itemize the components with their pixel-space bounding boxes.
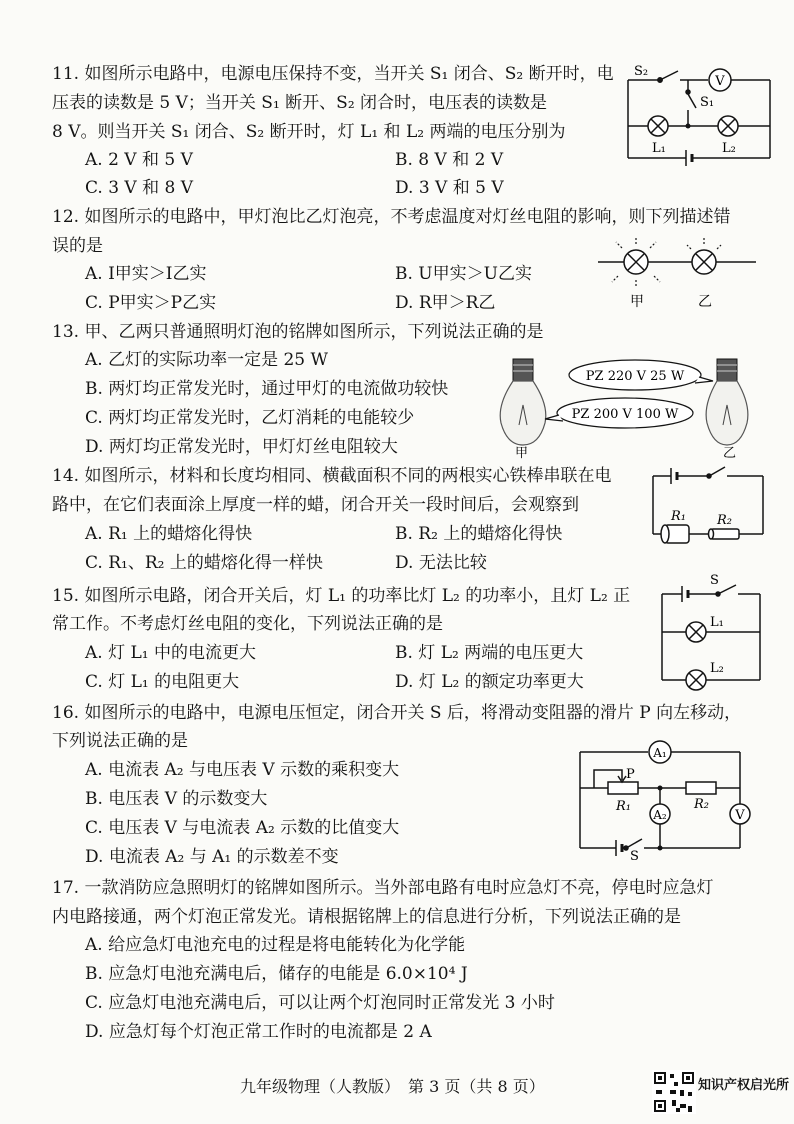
q11-option-c: C. 3 V 和 8 V — [85, 178, 194, 198]
q11-label-l2: L₂ — [722, 141, 736, 156]
q13-option-c: C. 两灯均正常发光时，乙灯消耗的电能较少 — [85, 408, 415, 428]
q13-option-a: A. 乙灯的实际功率一定是 25 W — [85, 350, 328, 370]
q11-label-l1: L₁ — [652, 141, 666, 156]
q14-option-a: A. R₁ 上的蜡熔化得快 — [85, 524, 253, 544]
q14-line-1: 14. 如图所示，材料和长度均相同、横截面积不同的两根实心铁棒串联在电 — [52, 466, 612, 486]
q16-label-r2: R₂ — [694, 797, 709, 812]
q15-line-2: 常工作。不考虑灯丝电阻的变化，下列说法正确的是 — [52, 614, 443, 634]
q17-option-c: C. 应急灯电池充满电后，可以让两个灯泡同时正常发光 3 小时 — [85, 993, 555, 1013]
q12-option-d: D. R甲＞R乙 — [395, 293, 496, 313]
q14-label-r2: R₂ — [717, 513, 732, 528]
page-footer: 九年级物理（人教版） 第 3 页（共 8 页） — [240, 1077, 545, 1096]
q16-option-a: A. 电流表 A₂ 与电压表 V 示数的乘积变大 — [85, 760, 400, 780]
qr-code-icon — [652, 1070, 696, 1114]
q11-label-v: V — [715, 74, 725, 89]
q14-option-d: D. 无法比较 — [395, 553, 487, 573]
q14-circuit-figure — [645, 462, 773, 552]
q13-plate-jia: PZ 200 V 100 W — [571, 407, 679, 422]
q15-circuit-figure — [654, 572, 772, 694]
q13-option-d: D. 两灯均正常发光时，甲灯灯丝电阻较大 — [85, 437, 398, 457]
q11-line-3: 8 V。则当开关 S₁ 闭合、S₂ 断开时，灯 L₁ 和 L₂ 两端的电压分别为 — [52, 122, 566, 142]
watermark-stamp — [650, 1066, 794, 1124]
q17-line-2: 内电路接通，两个灯泡正常发光。请根据铭牌上的信息进行分析，下列说法正确的是 — [52, 907, 681, 927]
q16-label-v: V — [735, 808, 745, 823]
q16-option-c: C. 电压表 V 与电流表 A₂ 示数的比值变大 — [85, 818, 400, 838]
q13-plate-yi: PZ 220 V 25 W — [585, 369, 685, 384]
q13-line-1: 13. 甲、乙两只普通照明灯泡的铭牌如图所示，下列说法正确的是 — [52, 322, 544, 342]
q11-option-b: B. 8 V 和 2 V — [395, 150, 504, 170]
q15-option-c: C. 灯 L₁ 的电阻更大 — [85, 672, 240, 692]
q14-line-2: 路中，在它们表面涂上厚度一样的蜡，闭合开关一段时间后，会观察到 — [52, 495, 579, 515]
q12-label-yi: 乙 — [698, 294, 712, 310]
q11-line-1: 11. 如图所示电路中，电源电压保持不变，当开关 S₁ 闭合、S₂ 断开时，电 — [52, 64, 614, 84]
q15-option-d: D. 灯 L₂ 的额定功率更大 — [395, 672, 584, 692]
q12-option-b: B. U甲实＞U乙实 — [395, 264, 532, 284]
q16-label-s: S — [630, 849, 639, 862]
q16-label-p: P — [626, 767, 635, 782]
q11-option-d: D. 3 V 和 5 V — [395, 178, 504, 198]
q16-label-a2: A₂ — [653, 808, 667, 822]
q17-option-a: A. 给应急灯电池充电的过程是将电能转化为化学能 — [85, 935, 466, 955]
q17-option-b: B. 应急灯电池充满电后，储存的电能是 6.0×10⁴ J — [85, 964, 468, 984]
q11-label-s1: S₁ — [700, 95, 715, 110]
q12-option-a: A. I甲实＞I乙实 — [85, 264, 207, 284]
q12-lamps-figure — [594, 232, 760, 312]
q12-line-2: 误的是 — [52, 236, 103, 256]
q16-line-1: 16. 如图所示的电路中，电源电压恒定，闭合开关 S 后，将滑动变阻器的滑片 P 向左移动， — [52, 703, 742, 723]
q13-option-b: B. 两灯均正常发光时，通过甲灯的电流做功较快 — [85, 379, 449, 399]
q15-label-l2: L₂ — [710, 661, 724, 676]
q15-option-b: B. 灯 L₂ 两端的电压更大 — [395, 643, 584, 663]
q15-line-1: 15. 如图所示电路，闭合开关后，灯 L₁ 的功率比灯 L₂ 的功率小，且灯 L₂ 正 — [52, 586, 631, 606]
q16-circuit-figure — [572, 738, 766, 862]
q15-label-l1: L₁ — [710, 615, 724, 630]
q16-option-d: D. 电流表 A₂ 与 A₁ 的示数差不变 — [85, 847, 339, 867]
q16-label-r1: R₁ — [616, 799, 631, 814]
q11-circuit-figure — [620, 60, 780, 172]
q17-line-1: 17. 一款消防应急照明灯的铭牌如图所示。当外部电路有电时应急灯不亮，停电时应急灯 — [52, 878, 714, 898]
q15-option-a: A. 灯 L₁ 中的电流更大 — [85, 643, 256, 663]
q17-option-d: D. 应急灯每个灯泡正常工作时的电流都是 2 A — [85, 1022, 432, 1042]
q16-option-b: B. 电压表 V 的示数变大 — [85, 789, 268, 809]
q12-line-1: 12. 如图所示的电路中，甲灯泡比乙灯泡亮，不考虑温度对灯丝电阻的影响，则下列描述错 — [52, 207, 731, 227]
q16-line-2: 下列说法正确的是 — [52, 731, 188, 751]
q11-line-2: 压表的读数是 5 V；当开关 S₁ 断开、S₂ 闭合时，电压表的读数是 — [52, 93, 548, 113]
q13-bulbs-figure — [495, 355, 765, 460]
q16-label-a1: A₁ — [653, 746, 667, 760]
q12-option-c: C. P甲实＞P乙实 — [85, 293, 217, 313]
q12-label-jia: 甲 — [630, 294, 644, 310]
q14-option-b: B. R₂ 上的蜡熔化得快 — [395, 524, 563, 544]
watermark-text: 知识产权启光所 — [698, 1078, 790, 1093]
q13-label-yi: 乙 — [723, 446, 737, 460]
q14-label-r1: R₁ — [671, 509, 686, 524]
q13-label-jia: 甲 — [515, 446, 529, 460]
q15-label-s: S — [710, 573, 719, 588]
q11-label-s2: S₂ — [634, 64, 649, 79]
q11-option-a: A. 2 V 和 5 V — [85, 150, 193, 170]
q14-option-c: C. R₁、R₂ 上的蜡熔化得一样快 — [85, 553, 323, 573]
